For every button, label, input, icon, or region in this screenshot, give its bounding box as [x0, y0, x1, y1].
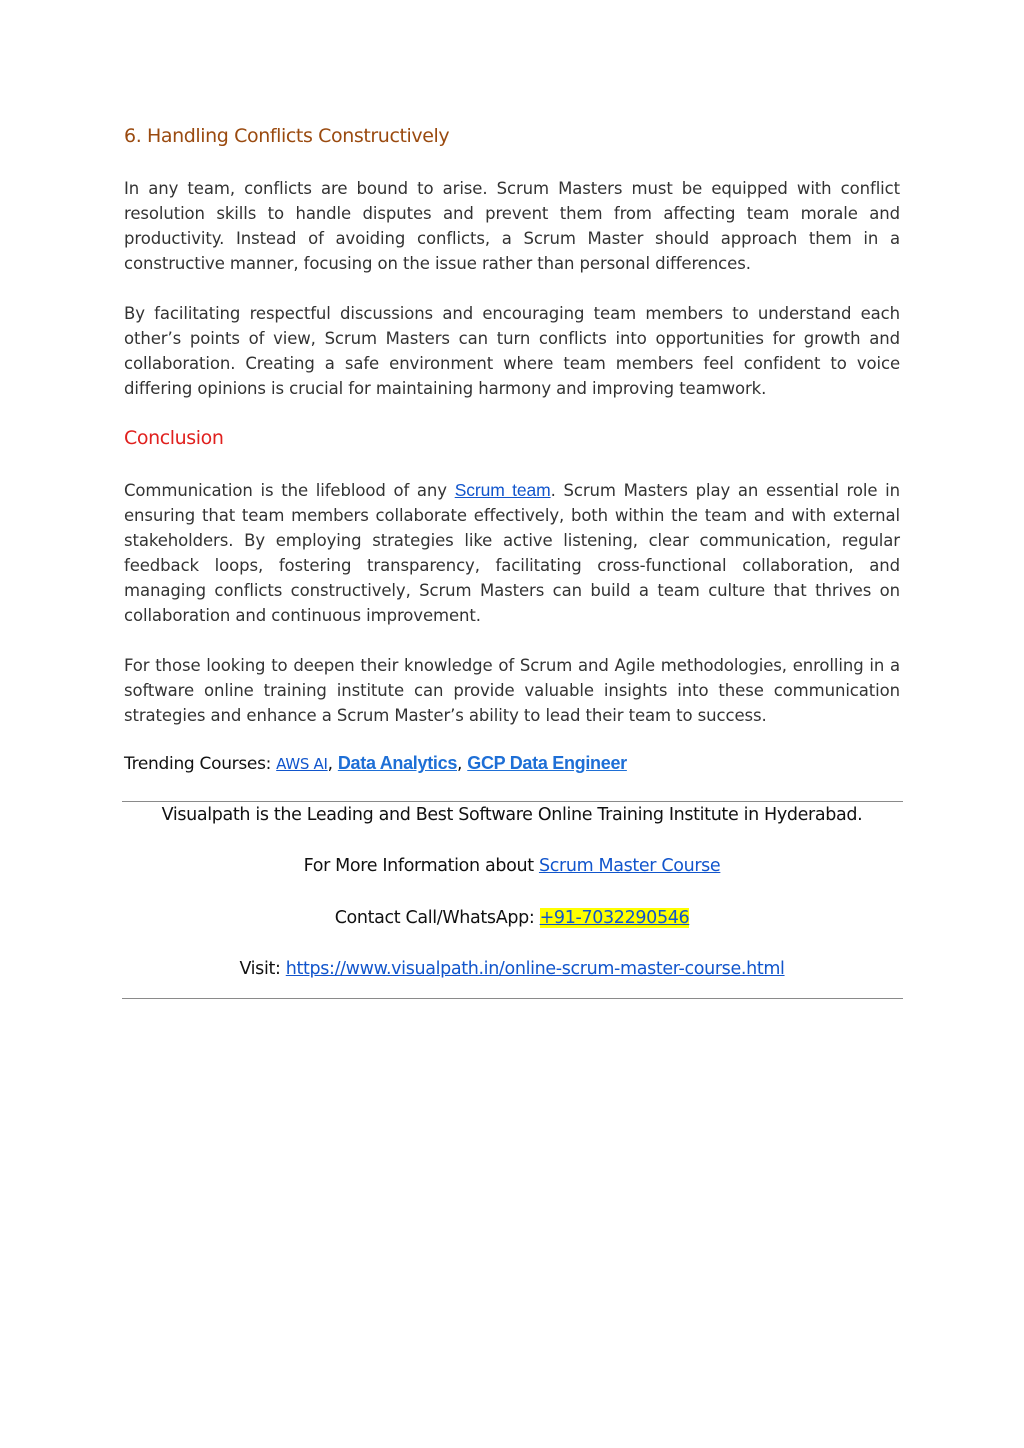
- scrum-team-link[interactable]: Scrum team: [454, 480, 551, 500]
- course-link-data-analytics[interactable]: Data Analytics: [337, 753, 458, 773]
- separator: ,: [457, 754, 463, 774]
- scrum-master-course-link[interactable]: Scrum Master Course: [538, 856, 721, 876]
- trending-label: Trending Courses:: [124, 754, 272, 774]
- phone-link[interactable]: +91-7032290546: [539, 908, 690, 928]
- course-link-gcp-data-engineer[interactable]: GCP Data Engineer: [467, 753, 627, 773]
- paragraph-conclusion-communication: [124, 478, 900, 628]
- paragraph-facilitating-discussions: By facilitating respectful discussions and encouraging team members to understand each other’s points of view, Scrum Masters can turn conflicts into opportunities for growth and collaboration. Creating a safe environment where team members feel confident to voice differing opinions is crucial for maintaining harmony and improving teamwork.: [124, 304, 900, 398]
- website-link[interactable]: https://www.visualpath.in/online-scrum-master-course.html: [285, 959, 785, 979]
- footer-more-info: [0, 856, 1024, 876]
- more-info-label: For More Information about: [303, 856, 539, 876]
- paragraph-conflicts-intro: In any team, conflicts are bound to arise. Scrum Masters must be equipped with conflict resolution skills to handle disputes and prevent them from affecting team morale and productivity. Instead of avoiding conflicts, a Scrum Master should approach them in a constructive manner, focusing on the issue rather than personal differences.: [124, 179, 900, 273]
- paragraph-text: Communication is the lifeblood of any: [124, 481, 455, 500]
- section-heading-handling-conflicts: 6. Handling Conflicts Constructively: [124, 125, 450, 147]
- visit-label: Visit:: [239, 959, 286, 979]
- footer-tagline: Visualpath is the Leading and Best Software Online Training Institute in Hyderabad.: [161, 805, 863, 825]
- contact-label: Contact Call/WhatsApp:: [334, 908, 540, 928]
- course-link-aws-ai[interactable]: AWS AI: [276, 755, 328, 773]
- footer-divider-top: [122, 801, 903, 802]
- footer-divider-bottom: [122, 998, 903, 999]
- paragraph-text: . Scrum Masters play an essential role in ensuring that team members collaborate effectively, both within the team and with external stakeholders. By employing strategies like active listening, clear communication, regular feedback loops, fostering transparency, facilitating cross-functional collaboration, and managing conflicts constructively, Scrum Masters can build a team culture that thrives on collaboration and continuous improvement.: [124, 481, 900, 625]
- footer-contact: [0, 908, 1024, 928]
- trending-courses: [124, 753, 627, 774]
- footer-visit: [0, 959, 1024, 979]
- paragraph-conclusion-training: For those looking to deepen their knowledge of Scrum and Agile methodologies, enrolling in a software online training institute can provide valuable insights into these communication strategies and enhance a Scrum Master’s ability to lead their team to success.: [124, 656, 900, 725]
- separator: ,: [327, 754, 333, 774]
- section-heading-conclusion: Conclusion: [124, 427, 224, 449]
